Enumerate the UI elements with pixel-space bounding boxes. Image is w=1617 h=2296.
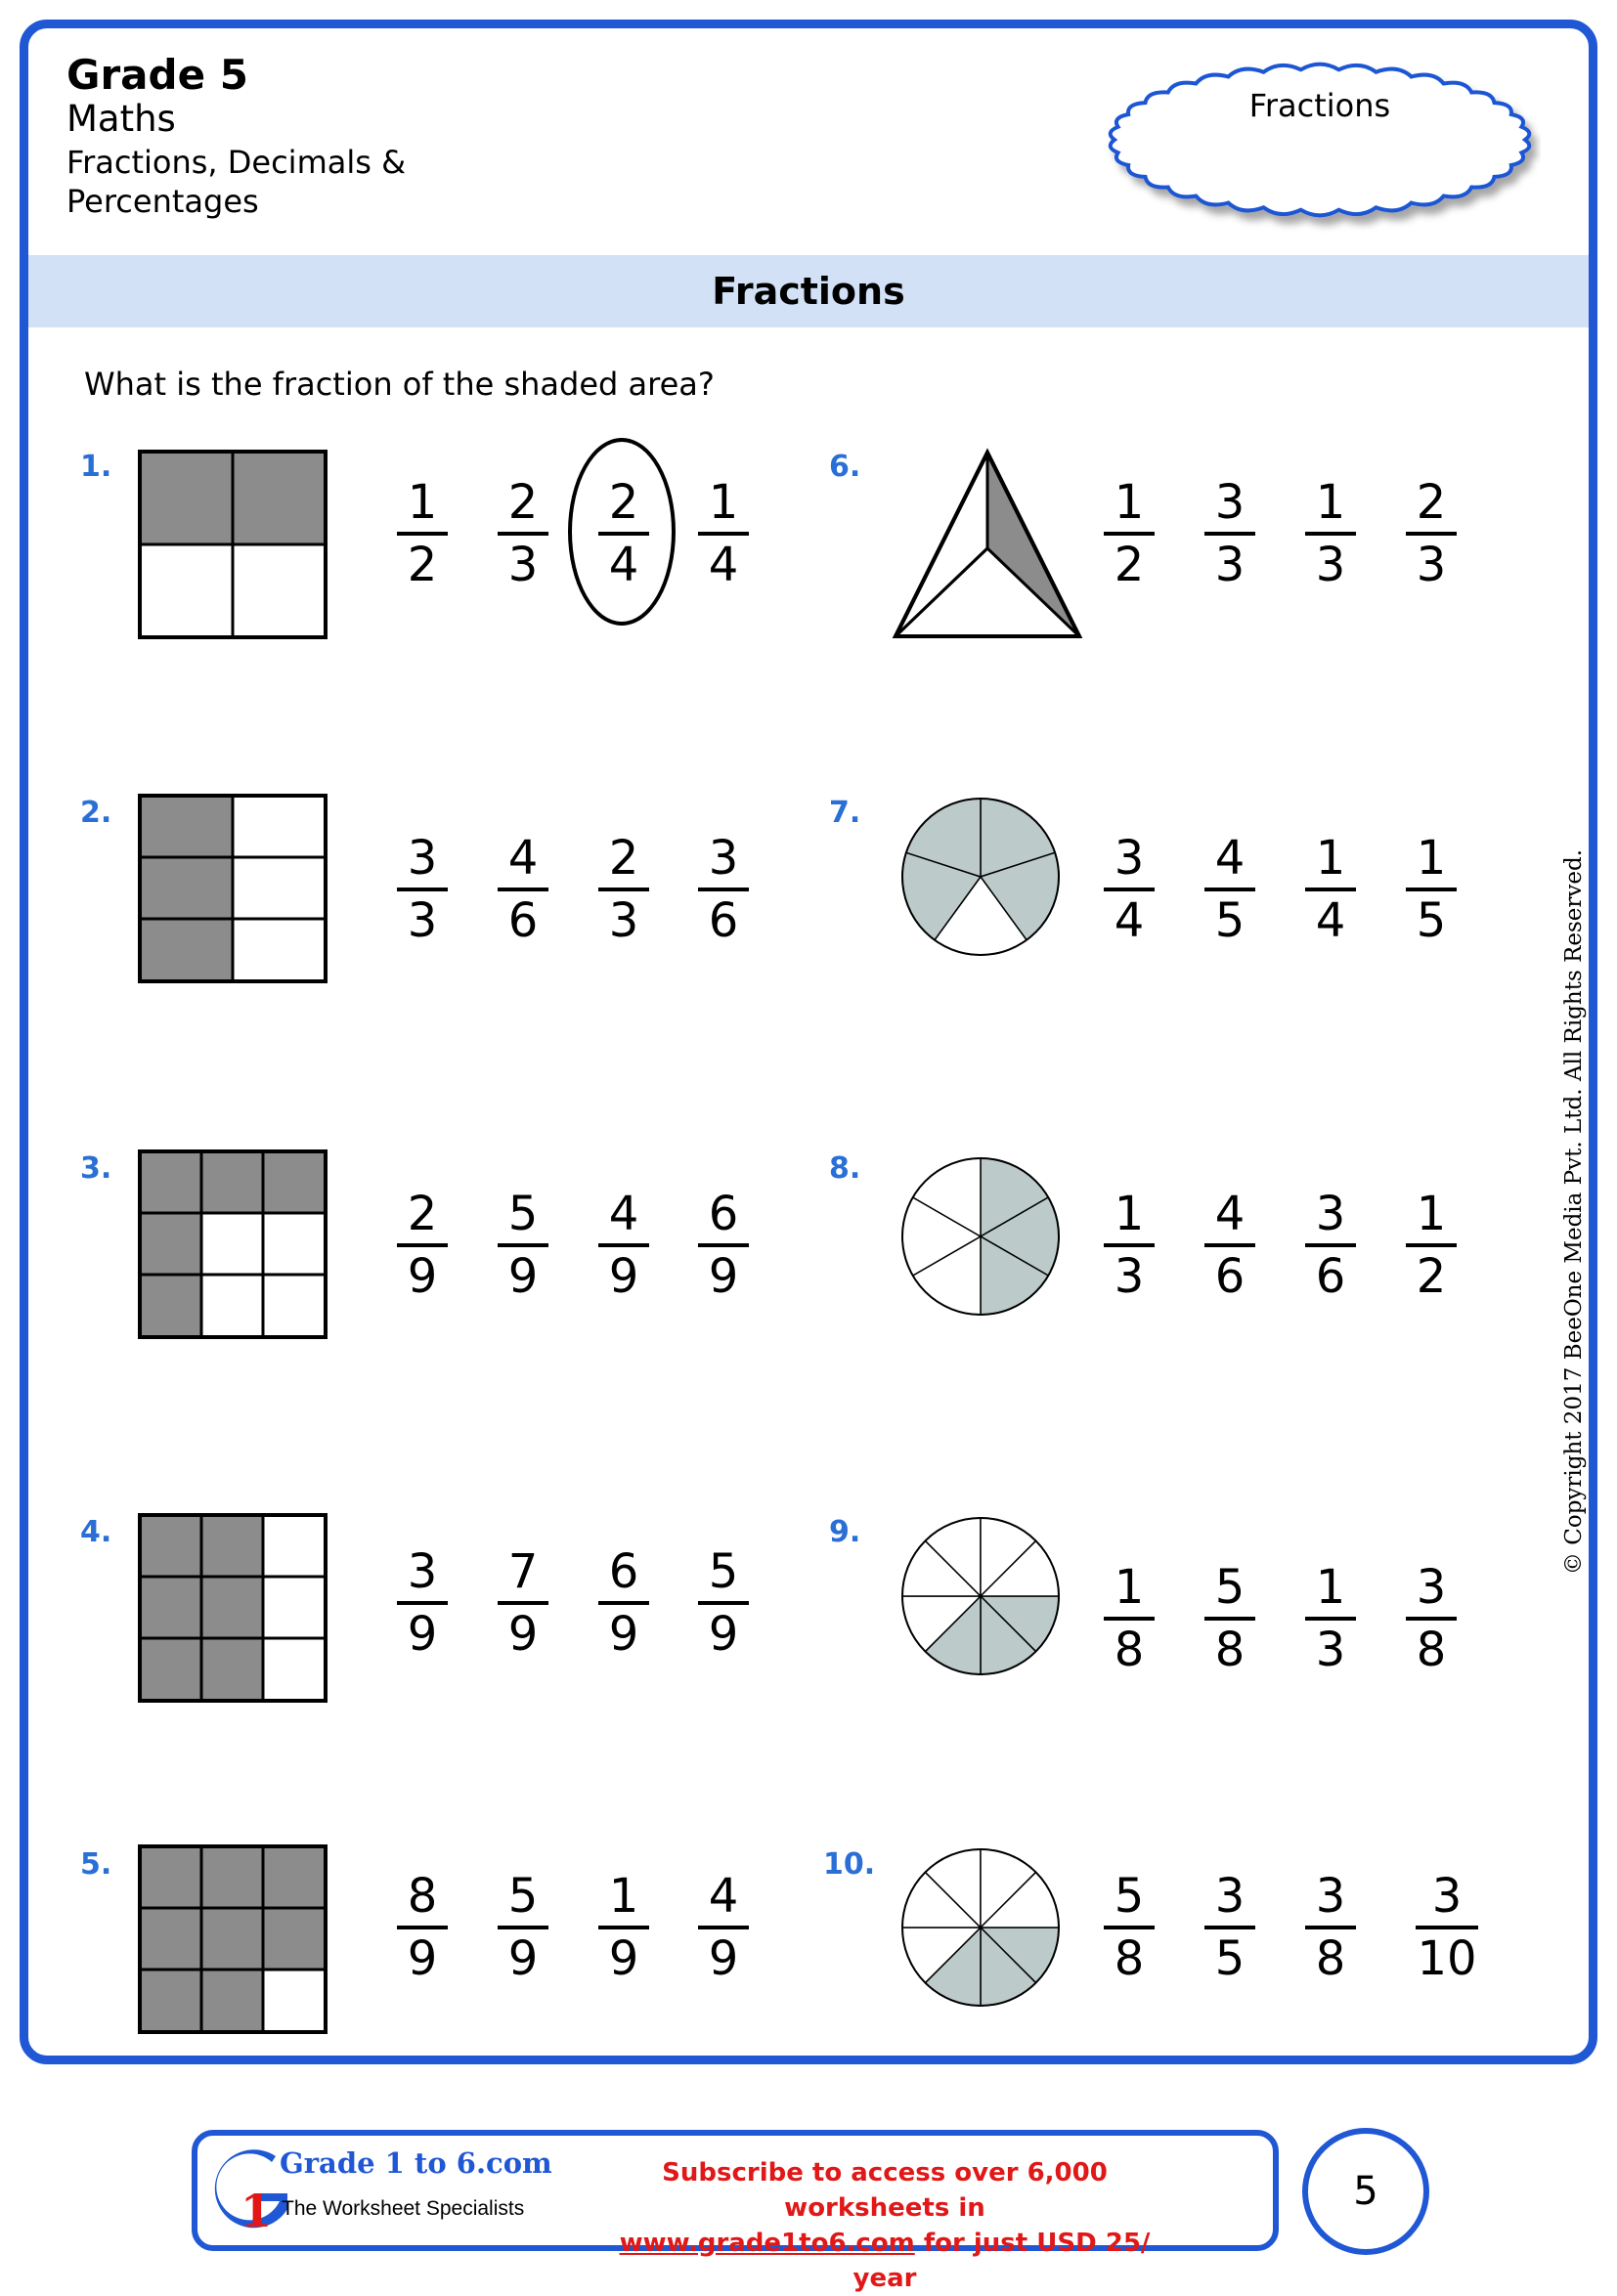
figure-q6 [890,448,1085,643]
q8-option-4[interactable]: 1 2 [1400,1187,1463,1304]
logo-digit: 1 [240,2185,273,2237]
question-number-2: 2. [80,796,112,830]
q9-option-3[interactable]: 1 3 [1299,1560,1362,1677]
figure-q7 [897,794,1064,960]
question-number-4: 4. [80,1515,112,1549]
q4-option-1[interactable]: 3 9 [391,1544,454,1662]
q2-option-3[interactable]: 2 3 [592,831,655,948]
figure-q8 [897,1153,1064,1320]
question-number-7: 7. [829,796,861,830]
figure-q5 [138,1844,328,2034]
q7-option-4[interactable]: 1 5 [1400,831,1463,948]
promo-price: for just USD 25/ year [852,2229,1151,2293]
figure-q4 [138,1513,328,1703]
brand-tagline: The Worksheet Specialists [282,2197,525,2220]
topic-label: Fractions, Decimals & Percentages [66,144,407,220]
q6-option-4[interactable]: 2 3 [1400,475,1463,592]
q5-option-3[interactable]: 1 9 [592,1869,655,1986]
grade-label: Grade 5 [66,51,248,99]
question-number-8: 8. [829,1151,861,1186]
page-number: 5 [1302,2128,1429,2255]
page-title: Fractions [28,255,1589,327]
figure-q1 [138,450,328,639]
question-number-5: 5. [80,1847,112,1882]
q1-option-3[interactable]: 2 4 [592,475,655,592]
q6-option-3[interactable]: 1 3 [1299,475,1362,592]
q8-option-1[interactable]: 1 3 [1098,1187,1160,1304]
question-number-3: 3. [80,1151,112,1186]
q6-option-1[interactable]: 1 2 [1098,475,1160,592]
question-number-1: 1. [80,450,112,484]
q3-option-2[interactable]: 5 9 [492,1187,554,1304]
q1-option-2[interactable]: 2 3 [492,475,554,592]
figure-q10 [897,1844,1064,2011]
q9-option-1[interactable]: 1 8 [1098,1560,1160,1677]
q1-option-1[interactable]: 1 2 [391,475,454,592]
question-number-6: 6. [829,450,861,484]
badge-label: Fractions [1248,87,1391,124]
q2-option-4[interactable]: 3 6 [692,831,755,948]
q7-option-2[interactable]: 4 5 [1199,831,1261,948]
q4-option-4[interactable]: 5 9 [692,1544,755,1662]
q3-option-4[interactable]: 6 9 [692,1187,755,1304]
q9-option-2[interactable]: 5 8 [1199,1560,1261,1677]
figure-q3 [138,1149,328,1339]
q9-option-4[interactable]: 3 8 [1400,1560,1463,1677]
q3-option-3[interactable]: 4 9 [592,1187,655,1304]
q10-option-2[interactable]: 3 5 [1199,1869,1261,1986]
question-number-10: 10. [823,1847,876,1882]
promo-line-1: Subscribe to access over 6,000 worksheets in [662,2158,1108,2223]
q6-option-2[interactable]: 3 3 [1199,475,1261,592]
copyright-notice: © Copyright 2017 BeeOne Media Pvt. Ltd. All Rights Reserved. [1561,848,1587,1576]
q8-option-3[interactable]: 3 6 [1299,1187,1362,1304]
subject-label: Maths [66,98,176,140]
q2-option-1[interactable]: 3 3 [391,831,454,948]
q5-option-4[interactable]: 4 9 [692,1869,755,1986]
q10-option-4[interactable]: 3 10 [1417,1869,1477,1986]
q4-option-2[interactable]: 7 9 [492,1544,554,1662]
q10-option-1[interactable]: 5 8 [1098,1869,1160,1986]
q2-option-2[interactable]: 4 6 [492,831,554,948]
brand-name[interactable]: Grade 1 to 6.com [280,2146,552,2180]
question-number-9: 9. [829,1515,861,1549]
q4-option-3[interactable]: 6 9 [592,1544,655,1662]
q3-option-1[interactable]: 2 9 [391,1187,454,1304]
q10-option-3[interactable]: 3 8 [1299,1869,1362,1986]
q8-option-2[interactable]: 4 6 [1199,1187,1261,1304]
q7-option-3[interactable]: 1 4 [1299,831,1362,948]
topic-badge [1099,54,1541,236]
figure-q2 [138,794,328,983]
promo-line-2 [587,2226,1183,2296]
figure-q9 [897,1513,1064,1679]
promo-link[interactable]: www.grade1to6.com [619,2229,915,2258]
q5-option-1[interactable]: 8 9 [391,1869,454,1986]
subscribe-promo [587,2155,1183,2296]
q1-option-4[interactable]: 1 4 [692,475,755,592]
q7-option-1[interactable]: 3 4 [1098,831,1160,948]
instruction: What is the fraction of the shaded area? [84,366,715,403]
q5-option-2[interactable]: 5 9 [492,1869,554,1986]
